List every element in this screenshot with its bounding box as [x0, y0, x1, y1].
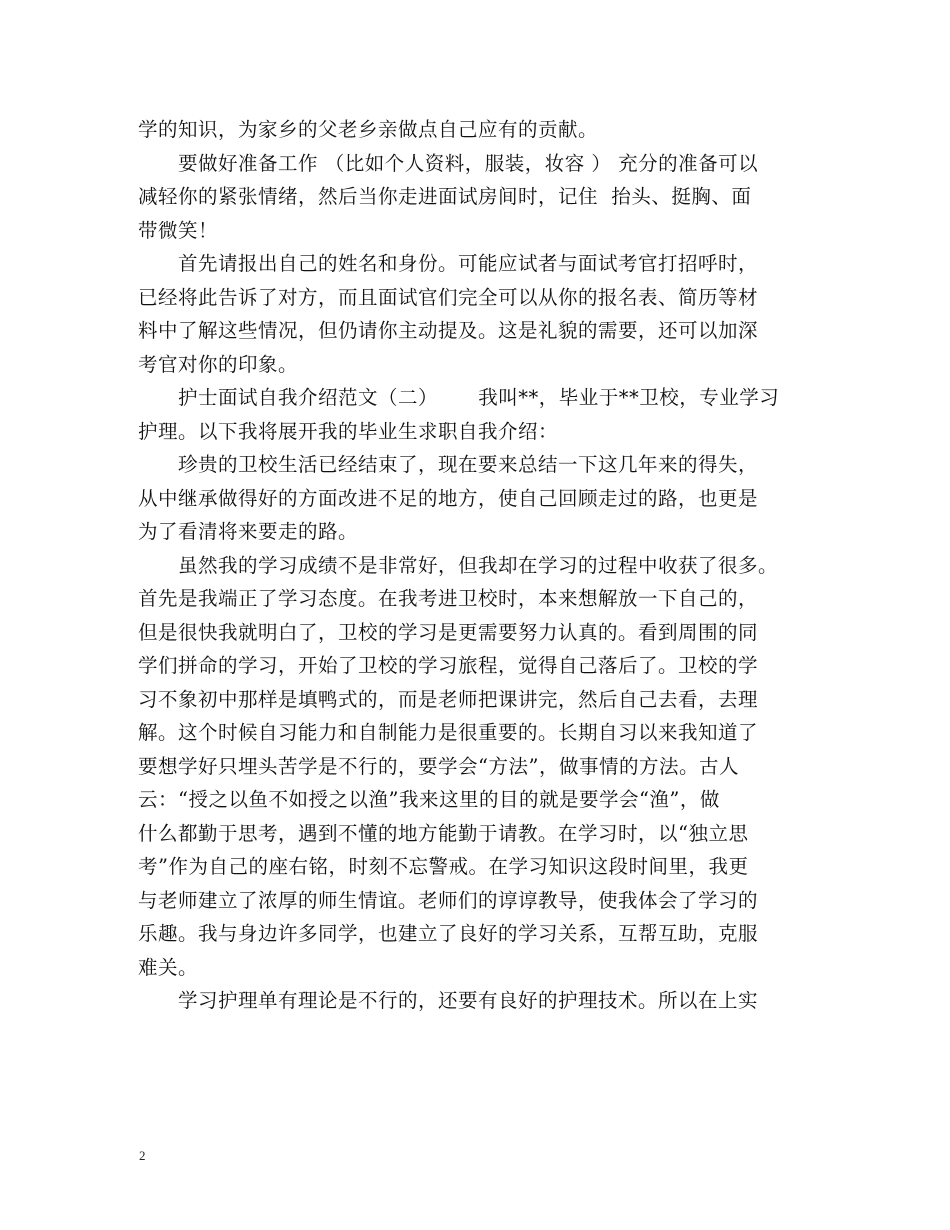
text-line: 从中继承做得好的方面改进不足的地方，使自己回顾走过的路，也更是 [138, 486, 759, 510]
text-line: 乐趣。我与身边许多同学，也建立了良好的学习关系，互帮互助，克服 [138, 922, 759, 945]
text-line: 学习护理单有理论是不行的，还要有良好的护理技术。所以在上实 [178, 989, 759, 1012]
text-line: 为了看清将来要走的路。 [138, 520, 359, 543]
text-line: 护士面试自我介绍范文（二） 我叫**，毕业于**卫校，专业学习 [178, 386, 780, 409]
text-line: 解。这个时候自习能力和自制能力是很重要的。长期自习以来我知道了 [138, 721, 759, 744]
text-line: 首先请报出自己的姓名和身份。可能应试者与面试考官打招呼时， [178, 252, 759, 275]
text-line: 首先是我端正了学习态度。在我考进卫校时，本来想解放一下自己的， [138, 587, 759, 610]
text-line: 要做好准备工作 （比如个人资料，服装，妆容 ） 充分的准备可以 [178, 151, 759, 175]
text-line: 什么都勤于思考，遇到不懂的地方能勤于请教。在学习时，以“独立思 [138, 821, 749, 845]
text-line: 与老师建立了浓厚的师生情谊。老师们的谆谆教导，使我体会了学习的 [138, 888, 759, 912]
text-line: 考”作为自己的座右铭，时刻不忘警戒。在学习知识这段时间里，我更 [138, 855, 749, 878]
text-line: 难关。 [138, 955, 199, 979]
text-line: 护理。以下我将展开我的毕业生求职自我介绍： [138, 419, 559, 443]
text-line: 虽然我的学习成绩不是非常好，但我却在学习的过程中收获了很多。 [178, 553, 779, 577]
text-line: 要想学好只埋头苦学是不行的，要学会“方法”，做事情的方法。古人 [138, 754, 739, 778]
text-line: 但是很快我就明白了，卫校的学习是更需要努力认真的。看到周围的同 [138, 620, 759, 644]
text-line: 习不象初中那样是填鸭式的，而是老师把课讲完，然后自己去看，去理 [138, 687, 759, 711]
text-line: 减轻你的紧张情绪，然后当你走进面试房间时，记住 抬头、挺胸、面 [138, 185, 752, 208]
text-line: 已经将此告诉了对方，而且面试官们完全可以从你的报名表、简历等材 [138, 285, 759, 309]
text-line: 学们拼命的学习，开始了卫校的学习旅程，觉得自己落后了。卫校的学 [138, 654, 759, 677]
document-body [138, 113, 818, 1018]
text-line: 珍贵的卫校生活已经结束了，现在要来总结一下这几年来的得失， [178, 453, 759, 476]
text-line: 云：“授之以鱼不如授之以渔”我来这里的目的就是要学会“渔”，做 [138, 788, 720, 811]
text-line: 考官对你的印象。 [138, 352, 299, 376]
text-line: 带微笑！ [138, 218, 219, 242]
page-number: 2 [139, 1148, 146, 1163]
text-line: 料中了解这些情况，但仍请你主动提及。这是礼貌的需要，还可以加深 [138, 319, 759, 342]
text-line: 学的知识，为家乡的父老乡亲做点自己应有的贡献。 [138, 118, 599, 141]
